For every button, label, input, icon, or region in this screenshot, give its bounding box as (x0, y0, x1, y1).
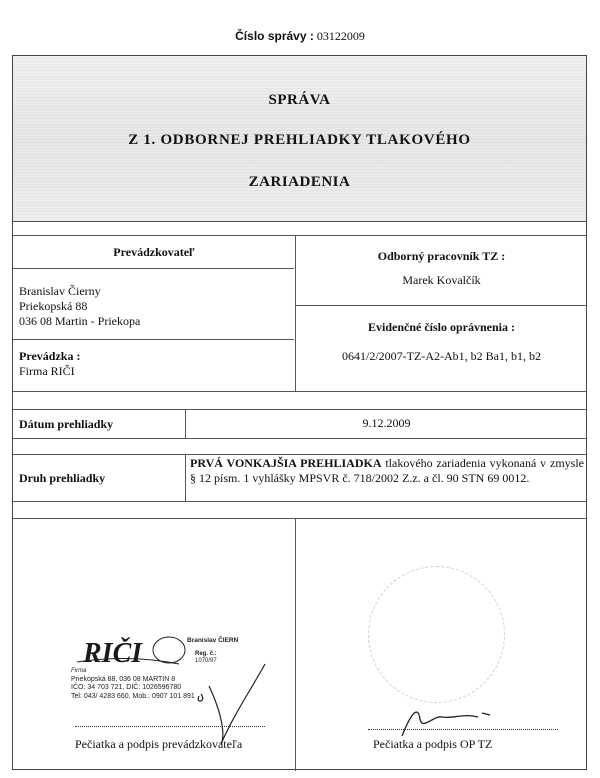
facility-label: Prevádzka : (19, 349, 81, 363)
operator-heading: Prevádzkovateľ (113, 245, 195, 259)
round-stamp (368, 566, 505, 703)
stamp-reg: Reg. č.: (195, 651, 217, 657)
operator-signature (193, 656, 273, 746)
report-number (0, 29, 600, 44)
operator-signature-line (75, 726, 265, 727)
row-divider (13, 518, 586, 519)
operator-name: Branislav Čierny (19, 284, 101, 298)
inspection-type-value (190, 456, 584, 486)
inspection-type-label: Druh prehliadky (19, 471, 106, 485)
specialist-name: Marek Kovalčík (402, 273, 481, 287)
stamp-address: Priekopská 88, 036 08 MARTIN 8 (71, 676, 176, 683)
report-number-label: Číslo správy : (235, 29, 314, 43)
row-divider (13, 454, 586, 455)
operator-city: 036 08 Martin - Priekopa (19, 314, 141, 328)
inspection-date-value: 9.12.2009 (362, 416, 411, 430)
row-divider (295, 305, 586, 306)
inspection-date-label: Dátum prehliadky (19, 417, 114, 431)
logo-firm-label: Firma (71, 668, 87, 674)
license-value: 0641/2/2007-TZ-A2-Ab1, b2 Ba1, b1, b2 (342, 349, 541, 363)
operator-street: Priekopská 88 (19, 299, 88, 313)
logo-text: RIČI (83, 638, 143, 669)
title-line-2: Z 1. ODBORNEJ PREHLIADKY TLAKOVÉHO (128, 132, 471, 148)
title-block (13, 56, 586, 222)
title-line-3: ZARIADENIA (248, 174, 351, 190)
row-divider (13, 268, 294, 269)
operator-signature-label: Pečiatka a podpis prevádzkovateľa (75, 737, 243, 751)
column-divider (185, 454, 186, 501)
row-divider (13, 235, 586, 236)
stamp-phone: Tel: 043/ 4283 660, Mob.: 0907 101 891 (71, 693, 195, 700)
specialist-signature-line (368, 729, 558, 730)
row-divider (13, 339, 294, 340)
report-number-value: 03122009 (316, 29, 365, 43)
inspection-type-bold: PRVÁ VONKAJŠIA PREHLIADKA (190, 456, 382, 470)
stamp-reg-no: 1070/97 (195, 658, 217, 664)
facility-value: Firma RIČI (19, 364, 75, 378)
row-divider (13, 438, 586, 439)
row-divider (13, 501, 586, 502)
specialist-signature-label: Pečiatka a podpis OP TZ (373, 737, 493, 751)
license-heading: Evidenčné číslo oprávnenia : (367, 320, 515, 334)
stamp-owner: Branislav ČIERNY (187, 637, 239, 644)
row-divider (13, 409, 586, 410)
inspection-type-rest: tlakového zariadenia vykonaná v zmysle § 12 písm. 1 vyhlášky MPSVR č. 718/2002 Z.z. a čl. 90 STN 69 0012. (190, 456, 584, 485)
stamp-ids: IČO: 34 703 721, DIČ: 1026596780 (71, 684, 182, 691)
column-divider (295, 518, 296, 771)
row-divider (13, 391, 586, 392)
specialist-heading: Odborný pracovník TZ : (377, 249, 506, 263)
title-line-1: SPRÁVA (268, 92, 331, 108)
report-form (12, 55, 587, 770)
